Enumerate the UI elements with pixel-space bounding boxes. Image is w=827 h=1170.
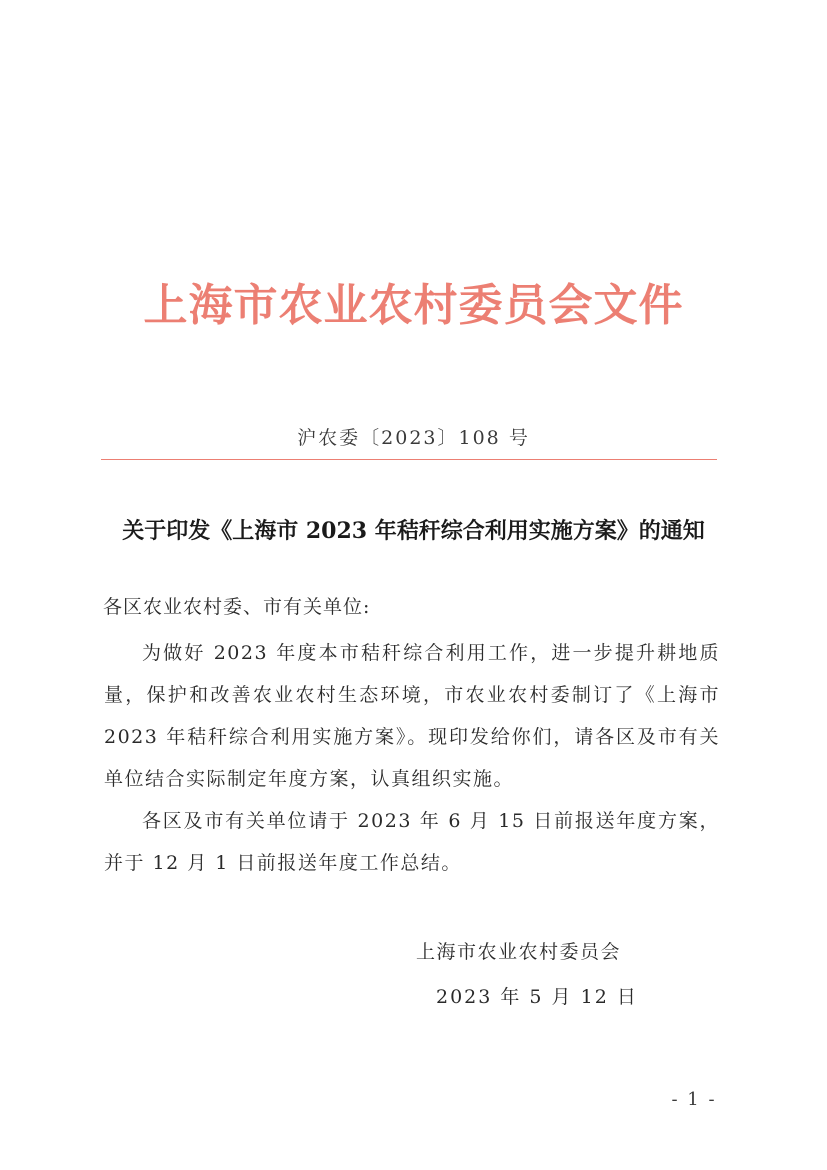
issuer-signature: 上海市农业农村委员会 xyxy=(416,941,622,963)
document-number: 沪农委〔2023〕108 号 xyxy=(297,427,530,449)
issue-date: 2023 年 5 月 12 日 xyxy=(436,986,638,1008)
red-separator-line xyxy=(101,459,717,460)
body-paragraph-1: 为做好 2023 年度本市秸秆综合利用工作，进一步提升耕地质量，保护和改善农业农村生态环境，市农业农村委制订了《上海市 2023 年秸秆综合利用实施方案》。现印发给你们，请各区及市有关单位结合实际制定年度方案，认真组织实施。 xyxy=(104,642,720,790)
notice-title: 关于印发《上海市 2023 年秸秆综合利用实施方案》的通知 xyxy=(122,518,705,544)
letterhead-title: 上海市农业农村委员会文件 xyxy=(143,280,684,331)
body-paragraph-2: 各区及市有关单位请于 2023 年 6 月 15 日前报送年度方案，并于 12 月 1 日前报送年度工作总结。 xyxy=(104,810,720,874)
salutation: 各区农业农村委、市有关单位: xyxy=(103,596,371,618)
page-number: - 1 - xyxy=(671,1089,717,1110)
notice-body xyxy=(104,632,720,884)
